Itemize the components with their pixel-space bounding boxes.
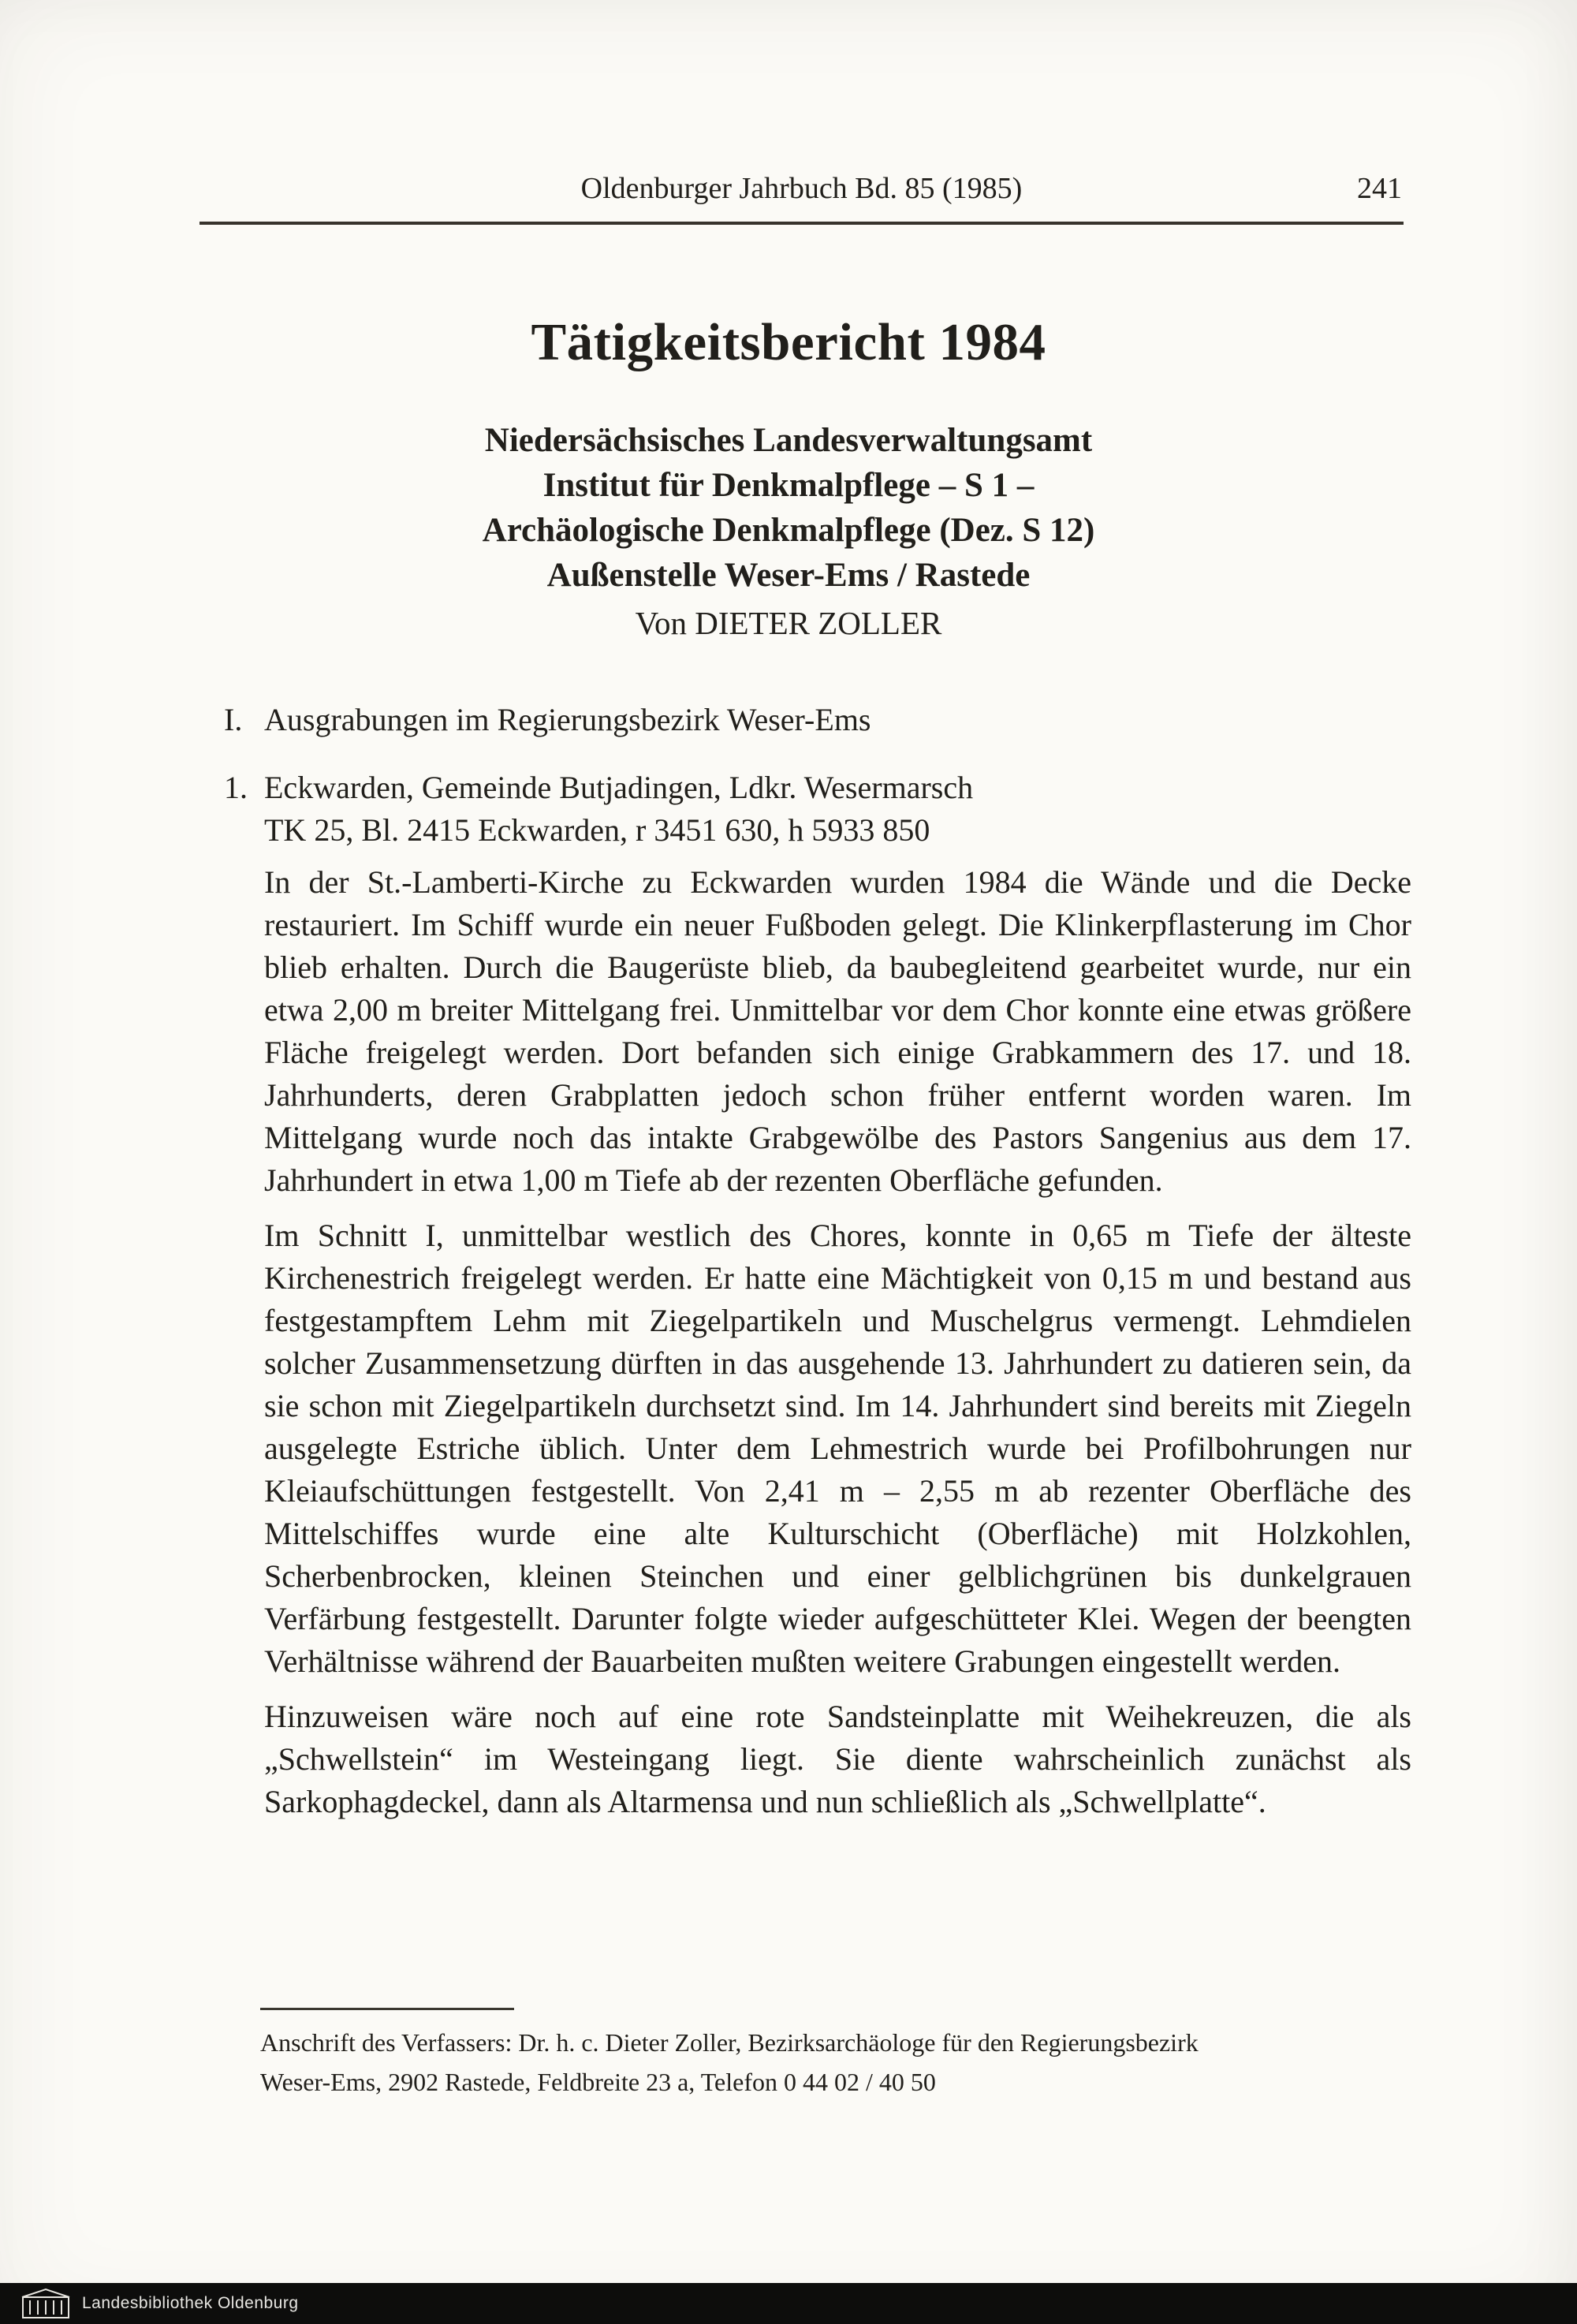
- byline: Von DIETER ZOLLER: [635, 605, 942, 641]
- entry: [224, 767, 1411, 852]
- report-body: [224, 699, 1411, 1836]
- footnote-line: Anschrift des Verfassers: Dr. h. c. Dieter Zoller, Bezirksarchäologe für den Regierungsbezirk: [260, 2028, 1199, 2057]
- library-stamp-bar: [0, 2283, 1577, 2324]
- running-head: [199, 170, 1404, 207]
- institution-line: Außenstelle Weser-Ems / Rastede: [546, 557, 1031, 594]
- author-address-footnote: [260, 2008, 1413, 2102]
- footnote-rule: [260, 2008, 514, 2010]
- journal-title: Oldenburger Jahrbuch Bd. 85 (1985): [580, 172, 1023, 205]
- library-stamp-label: Landesbibliothek Oldenburg: [82, 2294, 299, 2312]
- institution-line: Archäologische Denkmalpflege (Dez. S 12): [482, 512, 1095, 549]
- entry-subheading: TK 25, Bl. 2415 Eckwarden, r 3451 630, h 5933 850: [264, 812, 930, 848]
- library-logo-icon: [21, 2288, 71, 2319]
- paragraph: Hinzuweisen wäre noch auf eine rote Sandsteinplatte mit Weihekreuzen, die als „Schwellstein“ im Westeingang liegt. Sie diente wahrscheinlich zunächst als Sarkophagdeckel, dann als Altarmensa und nun schließlich als „Schwellplatte“.: [264, 1699, 1411, 1819]
- page-number: 241: [1357, 172, 1402, 205]
- section-title: Ausgrabungen im Regierungsbezirk Weser-Ems: [264, 702, 871, 737]
- paragraph: In der St.-Lamberti-Kirche zu Eckwarden wurden 1984 die Wände und die Decke restauriert. Im Schiff wurde ein neuer Fußboden gelegt. Die Klinkerpflasterung im Chor blieb erhalten. Durch die Baugerüste blieb, da baubegleitend gearbeitet wurde, nur ein etwa 2,00 m breiter Mittelgang frei. Unmittelbar vor dem Chor konnte eine etwas größere Fläche freigelegt werden. Dort befanden sich einige Grabkammern des 17. und 18. Jahrhunderts, deren Grabplatten jedoch schon früher entfernt worden waren. Im Mittelgang wurde noch das intakte Grabgewölbe des Pastors Sangenius aus dem 17. Jahrhundert in etwa 1,00 m Tiefe ab der rezenten Oberfläche gefunden.: [264, 864, 1411, 1198]
- institution-line: Institut für Denkmalpflege – S 1 –: [542, 467, 1035, 504]
- institution-line: Niedersächsisches Landesverwaltungsamt: [484, 422, 1093, 459]
- paragraph: Im Schnitt I, unmittelbar westlich des Chores, konnte in 0,65 m Tiefe der älteste Kirchenestrich freigelegt werden. Er hatte eine Mächtigkeit von 0,15 m und bestand aus festgestampftem Lehm mit Ziegelpartikeln und Muschelgrus vermengt. Lehmdielen solcher Zusammensetzung dürften in das ausgehende 13. Jahrhundert zu datieren sein, da sie schon mit Ziegelpartikeln durchsetzt sind. Im 14. Jahrhundert sind bereits mit Ziegeln ausgelegte Estriche üblich. Unter dem Lehmestrich wurde bei Profilbohrungen nur Kleiaufschüttungen festgestellt. Von 2,41 m – 2,55 m ab rezenter Oberfläche des Mittelschiffes wurde eine alte Kulturschicht (Oberfläche) mit Holzkohlen, Scherbenbrocken, kleinen Steinchen und einer gelblichgrünen bis dunkelgrauen Verfärbung festgestellt. Darunter folgte wieder aufgeschütteter Klei. Wegen der beengten Verhältnisse während der Bauarbeiten mußten weitere Grabungen eingestellt werden.: [264, 1218, 1411, 1679]
- footnote-line: Weser-Ems, 2902 Rastede, Feldbreite 23 a, Telefon 0 44 02 / 40 50: [260, 2068, 936, 2096]
- report-title: Tätigkeitsbericht 1984: [531, 313, 1046, 371]
- entry-heading-line: [224, 767, 1411, 809]
- section-heading: [224, 699, 1411, 741]
- paragraph-group: [264, 861, 1411, 1823]
- institution-block: [0, 418, 1577, 598]
- entry-heading: Eckwarden, Gemeinde Butjadingen, Ldkr. Wesermarsch: [264, 770, 974, 805]
- header-rule: [199, 222, 1404, 225]
- section-number: I.: [224, 702, 243, 737]
- entry-number: 1.: [224, 770, 248, 805]
